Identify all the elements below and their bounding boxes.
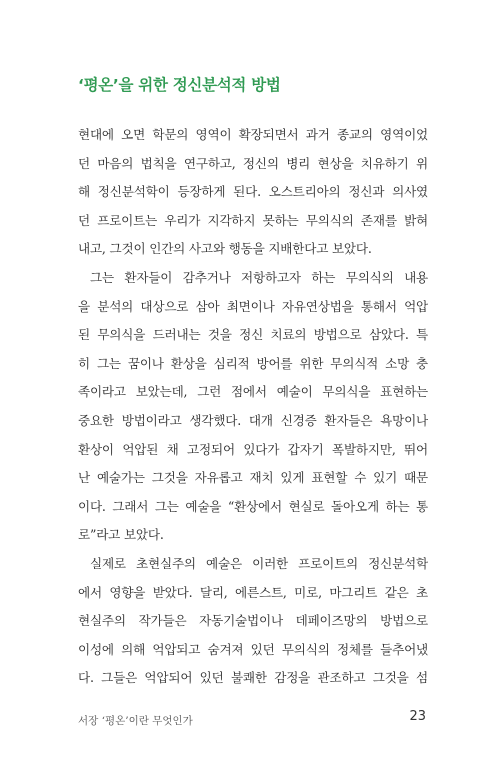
paragraph-1: [78, 121, 428, 264]
text-line: 던 프로이트는 우리가 지각하지 못하는 무의식의 존재를 밝혀: [78, 212, 428, 228]
text-line: 실제로 초현실주의 예술은 이러한 프로이트의 정신분석학: [90, 555, 428, 571]
text-line: 이성에 의해 억압되고 숨겨져 있던 무의식의 정체를 들추어냈: [78, 641, 428, 657]
paragraph-3: [78, 550, 428, 693]
text-line: 에서 영향을 받았다. 달리, 에른스트, 미로, 마그리트 같은 초: [78, 584, 428, 600]
running-title: 서장 ‘평온’이란 무엇인가: [78, 715, 193, 727]
text-line: 을 분석의 대상으로 삼아 최면이나 자유연상법을 통해서 억압: [78, 298, 428, 314]
text-line: 환상이 억압된 채 고정되어 있다가 갑자기 폭발하지만, 뛰어: [78, 441, 428, 457]
text-line: 난 예술가는 그것을 자유롭고 재치 있게 표현할 수 있기 때문: [78, 470, 428, 486]
text-line: 내고, 그것이 인간의 사고와 행동을 지배한다고 보았다.: [78, 241, 372, 257]
text-line: 로”라고 보았다.: [78, 527, 164, 543]
text-line: 현대에 오면 학문의 영역이 확장되면서 과거 종교의 영역이었: [78, 127, 428, 142]
paragraph-2: [78, 264, 428, 550]
text-line: 해 정신분석학이 등장하게 된다. 오스트리아의 정신과 의사였: [78, 184, 428, 200]
text-line: 족이라고 보았는데, 그런 점에서 예술이 무의식을 표현하는: [78, 384, 428, 400]
text-line: 히 그는 꿈이나 환상을 심리적 방어를 위한 무의식적 소망 충: [78, 355, 428, 371]
page-number: 23: [409, 709, 426, 724]
body-text: [78, 121, 428, 693]
text-line: 된 무의식을 드러내는 것을 정신 치료의 방법으로 삼았다. 특: [78, 327, 428, 343]
section-heading: ‘평온’을 위한 정신분석적 방법: [78, 76, 281, 94]
text-line: 이다. 그래서 그는 예술을 “환상에서 현실로 돌아오게 하는 통: [78, 498, 428, 514]
text-line: 중요한 방법이라고 생각했다. 대개 신경증 환자들은 욕망이나: [78, 412, 428, 428]
text-line: 현실주의 작가들은 자동기술법이나 데페이즈망의 방법으로: [78, 613, 428, 629]
text-line: 던 마음의 법칙을 연구하고, 정신의 병리 현상을 치유하기 위: [78, 155, 428, 171]
text-line: 다. 그들은 억압되어 있던 불쾌한 감정을 관조하고 그것을 섬: [78, 670, 428, 686]
text-line: 그는 환자들이 감추거나 저항하고자 하는 무의식의 내용: [90, 269, 428, 285]
